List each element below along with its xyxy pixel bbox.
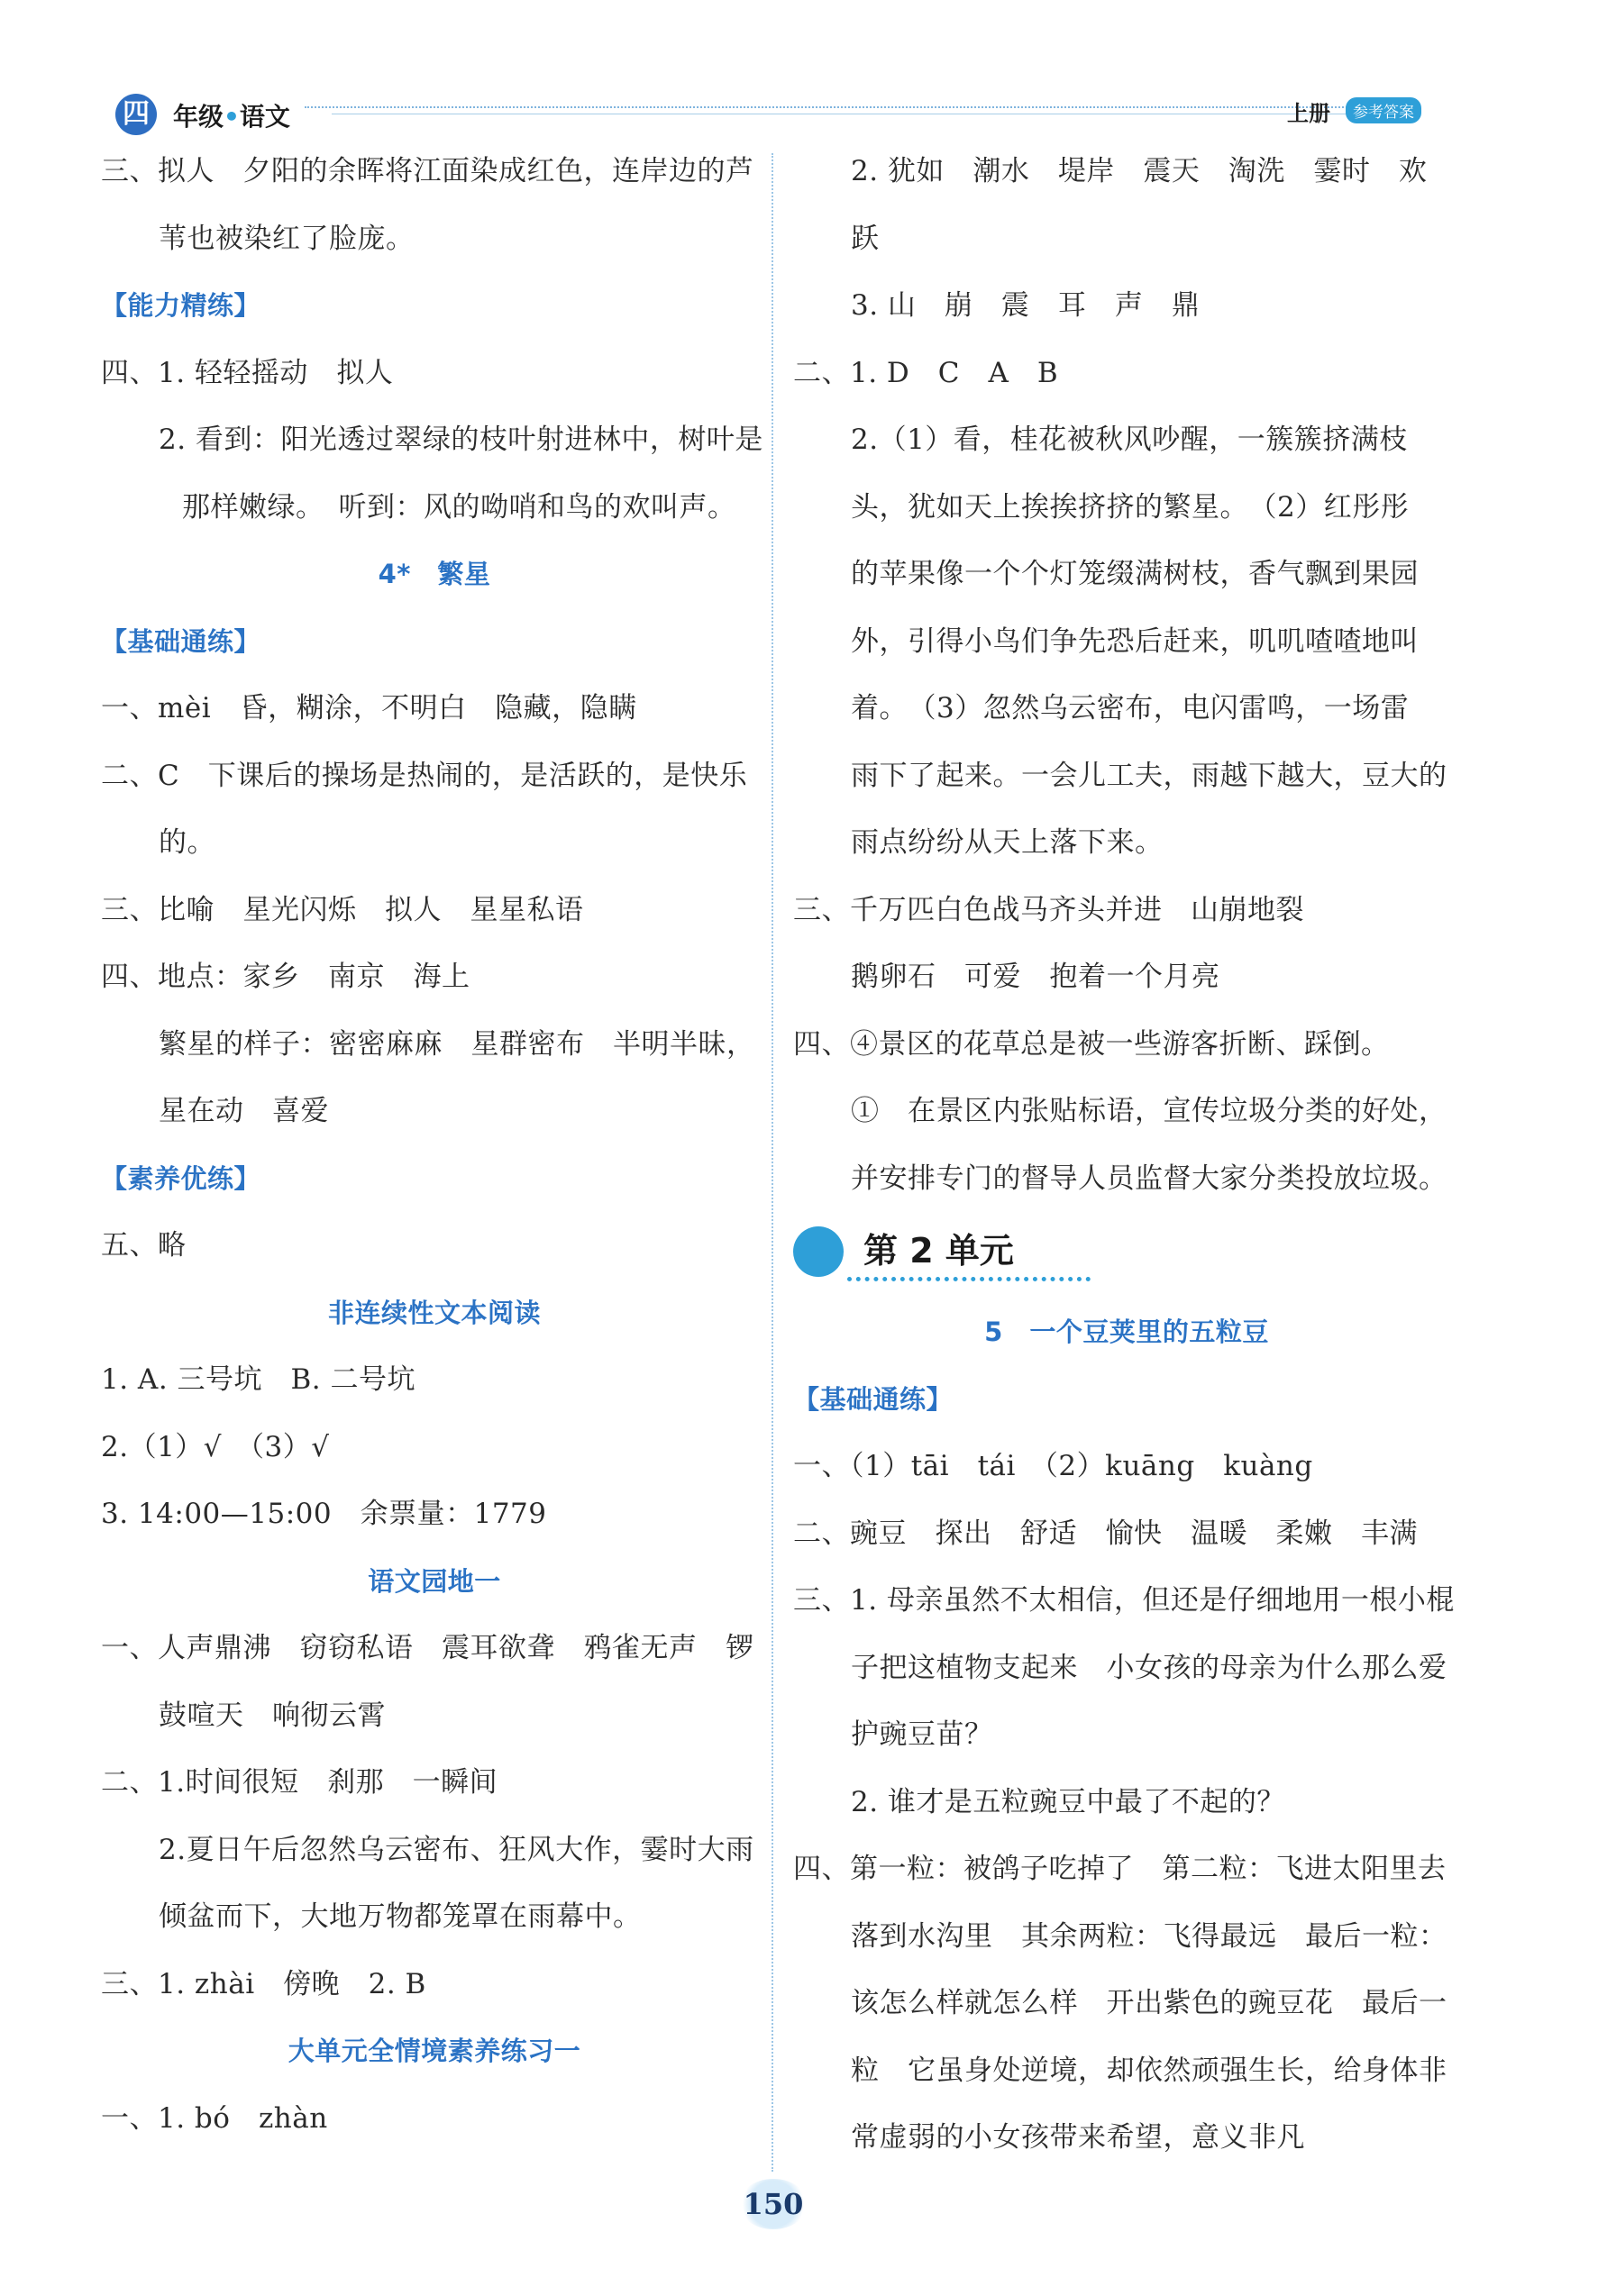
answer-line: 繁星的样子：密密麻麻 星群密布 半明半昧， [159,1027,755,1061]
answer-line: 倾盆而下，大地万物都笼罩在雨幕中。 [159,1900,642,1933]
right-column-part-a [793,140,1460,1214]
section-heading: 【基础通练】 [793,1383,954,1415]
answer-line: 二、1. D C A B [793,356,1059,389]
grade-subject-label [173,97,290,133]
answer-line: 三、1. zhài 傍晚 2. B [101,1967,426,2000]
answer-line: 并安排专门的督导人员监督大家分类投放垃圾。 [851,1162,1447,1195]
answer-line: 二、C 下课后的操场是热闹的，是活跃的，是快乐 [101,759,748,792]
answer-line: 3. 山 崩 震 耳 声 鼎 [851,289,1201,322]
separator-dot: • [224,102,240,132]
answer-line: 三、1. 母亲虽然不太相信，但还是仔细地用一根小棍 [793,1584,1455,1617]
answer-line: 着。 （3）忽然乌云密布，电闪雷鸣，一场雷 [851,692,1410,724]
header-rule [305,106,1386,108]
lesson-title: 5 一个豆荚里的五粒豆 [984,1317,1269,1347]
answer-key-tag: 参考答案 [1346,97,1421,123]
answer-line: 2. 谁才是五粒豌豆中最了不起的？ [851,1785,1285,1818]
left-column [101,140,768,2154]
answer-line: 二、1.时间很短 刹那 一瞬间 [101,1766,498,1799]
section-heading: 【素养优练】 [101,1162,261,1194]
answer-line: 一、1. bó zhàn [101,2101,328,2135]
lesson-title: 4* 繁星 [378,559,491,589]
answer-line: 2.夏日午后忽然乌云密布、狂风大作，霎时大雨 [159,1833,754,1866]
answer-line: 一、人声鼎沸 窃窃私语 震耳欲聋 鸦雀无声 锣 [101,1632,754,1664]
answer-line: 二、豌豆 探出 舒适 愉快 温暖 柔嫩 丰满 [793,1517,1418,1550]
page-header [115,90,1449,137]
answer-line: 一、mèi 昏，糊涂，不明白 隐藏，隐瞒 [101,692,637,724]
answer-line: 子把这植物支起来 小女孩的母亲为什么那么爱 [851,1651,1447,1684]
answer-line: 四、第一粒：被鸽子吃掉了 第二粒：飞进太阳里去 [793,1853,1447,1885]
answer-line: 2. 看到：阳光透过翠绿的枝叶射进林中，树叶是 [159,424,763,456]
answer-line: 鼓喧天 响彻云霄 [159,1699,386,1732]
book-part-label: 上册 [1287,101,1330,126]
answer-line: 2. 犹如 潮水 堤岸 震天 淘洗 霎时 欢 [851,155,1428,187]
answer-line: 2.（1）√ （3）√ [101,1430,330,1463]
answer-line: 雨点纷纷从天上落下来。 [851,826,1164,859]
answer-line: 苇也被染红了脸庞。 [159,222,415,255]
right-column-part-b [793,1300,1460,2173]
unit-title: 第 2 单元 [863,1231,1014,1271]
answer-line: 四、1. 轻轻摇动 拟人 [101,356,394,389]
answer-line: 头，犹如天上挨挨挤挤的繁星。 （2）红彤彤 [851,490,1410,524]
grade-label: 年级 [173,102,224,132]
answer-line: 四、④景区的花草总是被一些游客折断、踩倒。 [793,1027,1390,1061]
answer-line: 落到水沟里 其余两粒：飞得最远 最后一粒： [851,1919,1447,1953]
answer-line: 的苹果像一个个灯笼缀满树枝，香气飘到果园 [851,558,1419,590]
answer-line: 那样嫩绿。 听到：风的呦哨和鸟的欢叫声。 [182,490,736,524]
grade-badge: 四 [115,94,157,135]
answer-line: 三、千万匹白色战马齐头并进 山崩地裂 [793,893,1304,926]
answer-line: 三、拟人 夕阳的余晖将江面染成红色，连岸边的芦 [101,155,754,187]
lesson-title: 语文园地一 [368,1565,501,1597]
answer-line: 1. A. 三号坑 B. 二号坑 [101,1363,416,1396]
lesson-title: 大单元全情境素养练习一 [288,2036,581,2066]
answer-line: 三、比喻 星光闪烁 拟人 星星私语 [101,893,584,926]
unit-circle-icon [793,1226,844,1277]
answer-line: 护豌豆苗？ [851,1718,993,1751]
unit-heading [793,1214,1460,1300]
page-number: 150 [739,2179,808,2229]
right-column [793,140,1460,2173]
answer-line: 星在动 喜爱 [159,1095,329,1127]
answer-line: 外，引得小鸟们争先恐后赶来，叽叽喳喳地叫 [851,624,1419,658]
subject-label: 语文 [239,102,290,132]
answer-line: 的。 [159,826,215,859]
section-heading: 【基础通练】 [101,625,261,657]
answer-line: 该怎么样就怎么样 开出紫色的豌豆花 最后一 [851,1987,1447,2019]
answer-line: 跃 [851,222,880,255]
answer-line: 雨下了起来。一会儿工夫，雨越下越大，豆大的 [851,759,1447,792]
answer-line: 一、（1）tāi tái （2）kuāng kuàng [793,1450,1313,1482]
answer-line: ① 在景区内张贴标语，宣传垃圾分类的好处， [851,1095,1447,1127]
answer-line: 四、地点：家乡 南京 海上 [101,961,470,993]
answer-line: 常虚弱的小女孩带来希望，意义非凡 [851,2121,1305,2154]
lesson-title: 非连续性文本阅读 [327,1297,541,1328]
section-heading: 【能力精练】 [101,290,261,321]
unit-dotted-rule [847,1277,1091,1281]
answer-line: 3. 14:00—15:00 余票量：1779 [101,1498,547,1530]
column-divider [772,153,773,2172]
answer-line: 粒 它虽身处逆境，却依然顽强生长，给身体非 [851,2054,1447,2087]
answer-line: 鹅卵石 可爱 抱着一个月亮 [851,961,1220,993]
answer-line: 五、略 [101,1229,187,1262]
answer-line: 2.（1）看，桂花被秋风吵醒，一簇簇挤满枝 [851,424,1408,456]
